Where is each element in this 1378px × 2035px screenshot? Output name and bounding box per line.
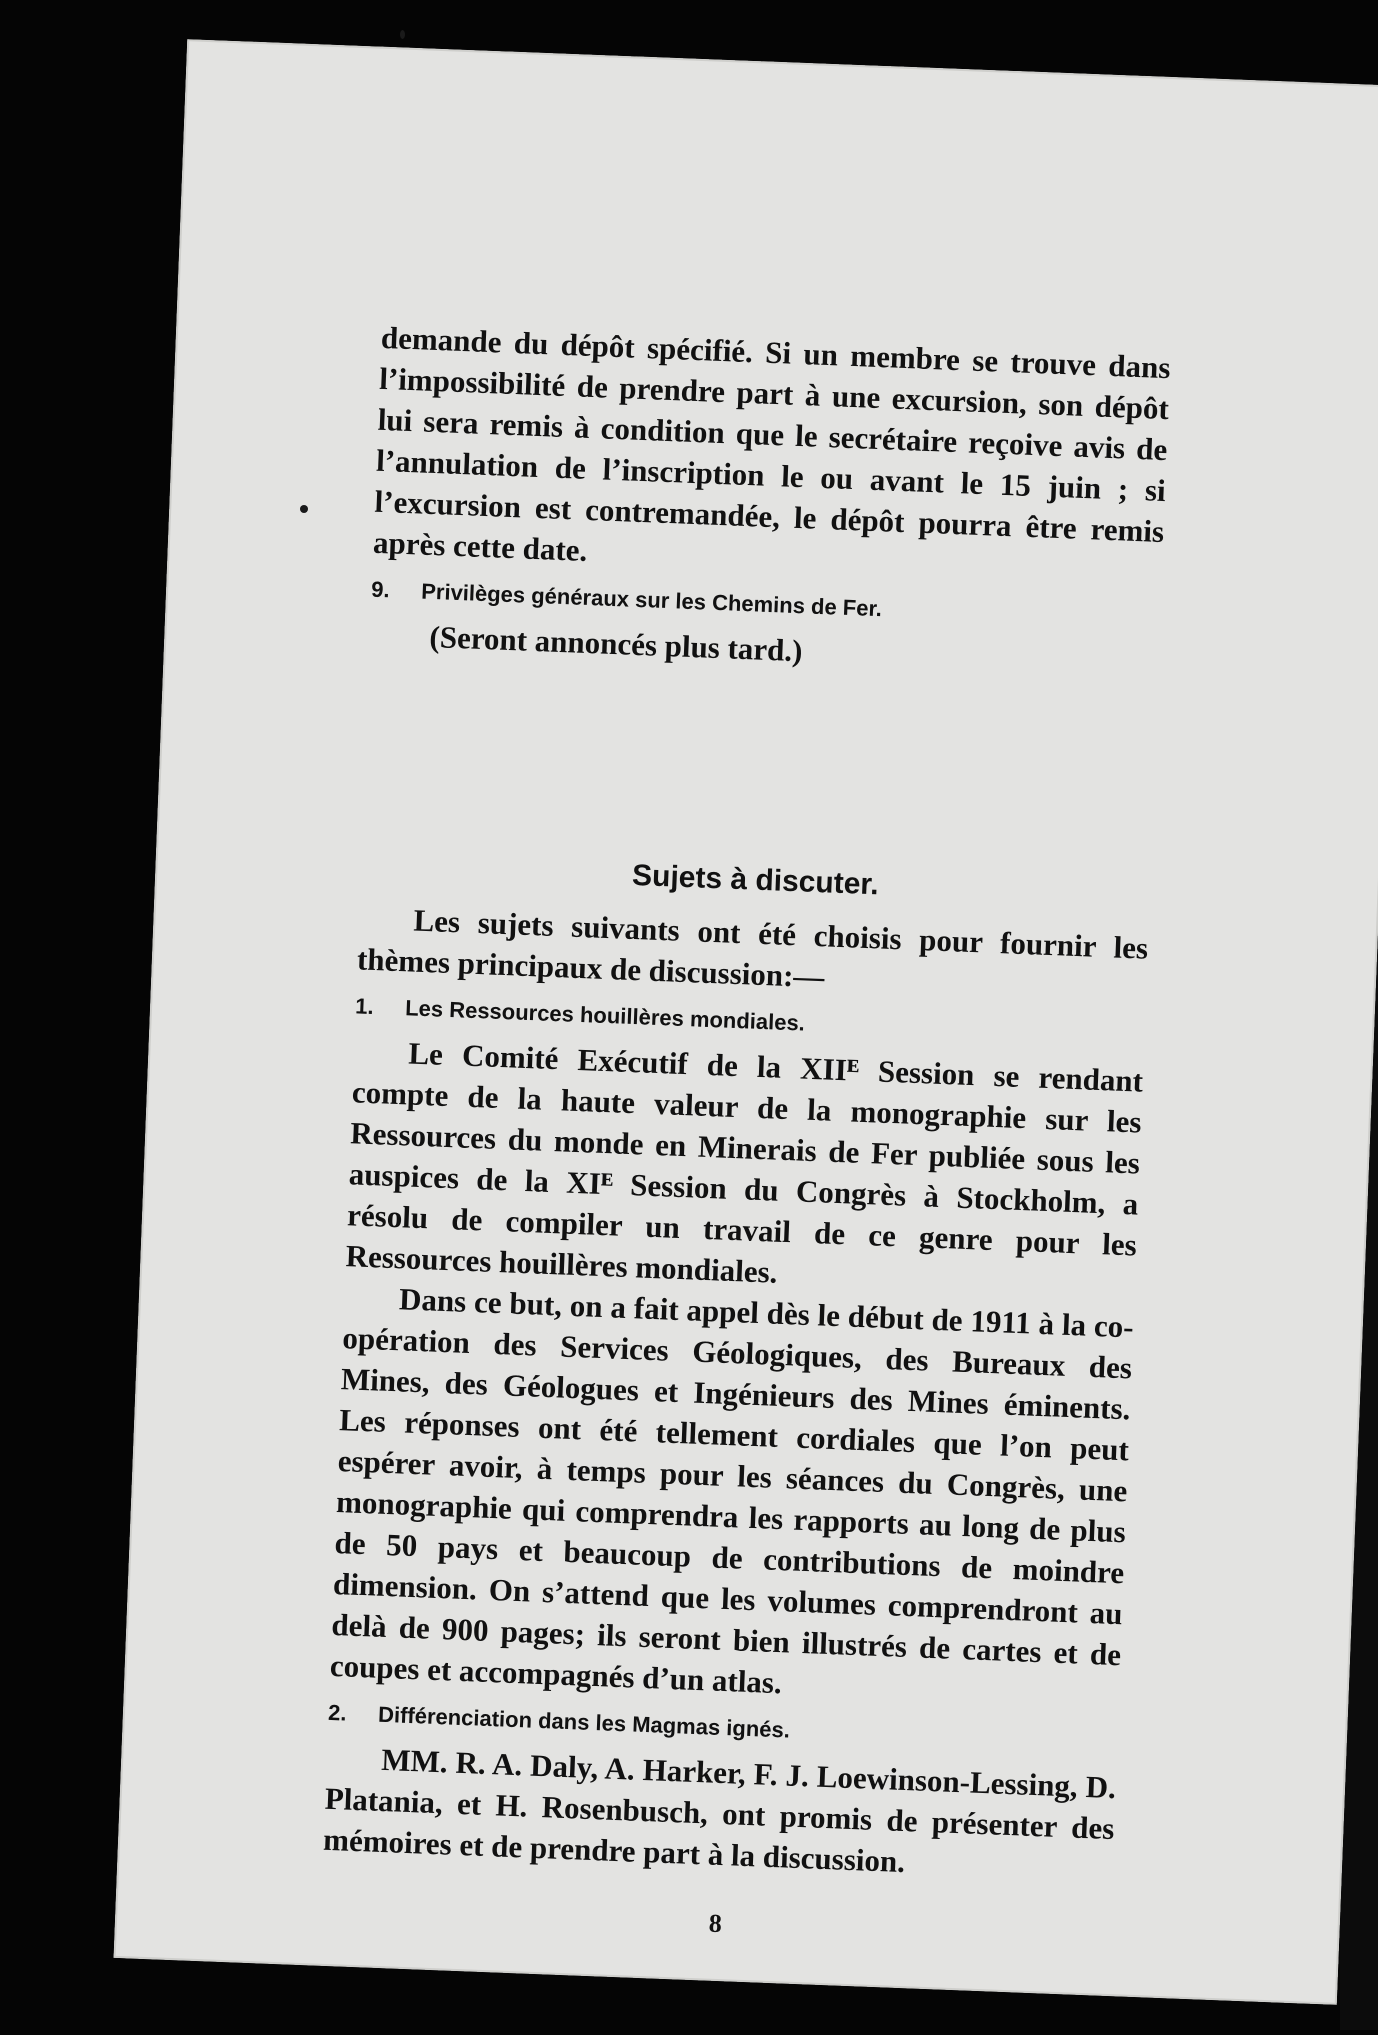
item-1-paragraph-2: Dans ce but, on a fait appel dès le début de 1911 à la co-opération des Services Géologiques, des Bureaux des Mines, des Géologues et Ingénieurs des Mines éminents. Les réponses ont été tellement cordiales que l’on peut espérer avoir, à temps pour les séances du Congrès, une monographie qui comprendra les rapports au long de plus de 50 pays et beaucoup de contributions de moindre dimension. On s’attend que les volumes comprendront au delà de 900 pages; ils seront bien illustrés de cartes et de coupes et accompagnés d’un atlas.	[329, 1281, 1135, 1701]
scan-speck	[400, 30, 405, 39]
item-2-paragraph-1: MM. R. A. Daly, A. Harker, F. J. Loewinson-Lessing, D. Platania, et H. Rosenbusch, ont promis de présenter des mémoires et de prendre part à la discussion.	[322, 1741, 1117, 1880]
item-2-number: 2.	[327, 1699, 348, 1726]
scan-speck	[300, 505, 308, 513]
continued-paragraph: demande du dépôt spécifié. Si un membre se trouve dans l’impossibilité de prendre part à une excursion, son dépôt lui sera remis à condition que le secrétaire reçoive avis de l’annulation de l’inscription le ou avant le 15 juin ; si l’excursion est contremandée, le dépôt pourra être remis après cette date.	[372, 319, 1172, 568]
item-9-title: Privilèges généraux sur les Chemins de Fer.	[420, 578, 883, 622]
item-9-number: 9.	[370, 576, 391, 603]
page-number: 8	[708, 1908, 723, 1939]
item-2-title: Différenciation dans les Magmas ignés.	[377, 1701, 791, 1743]
item-1-paragraph-1: Le Comité Exécutif de la XIIᴱ Session se rendant compte de la haute valeur de la monographie sur les Ressources du monde en Minerais de Fer publiée sous les auspices de la XIᴱ Session du Congrès à Stockholm, a résolu de compiler un travail de ce genre pour les Ressources houillères mondiales.	[345, 1035, 1144, 1290]
page-text	[320, 317, 1171, 1959]
item-9-note: (Seront annoncés plus tard.)	[428, 618, 804, 669]
item-1-number: 1.	[354, 993, 375, 1020]
section-intro: Les sujets suivants ont été choisis pour fournir les thèmes principaux de discussion:—	[356, 902, 1149, 995]
scanned-page	[114, 39, 1378, 2005]
item-1-title: Les Ressources houillères mondiales.	[404, 995, 806, 1036]
section-title: Sujets à discuter.	[631, 858, 880, 902]
